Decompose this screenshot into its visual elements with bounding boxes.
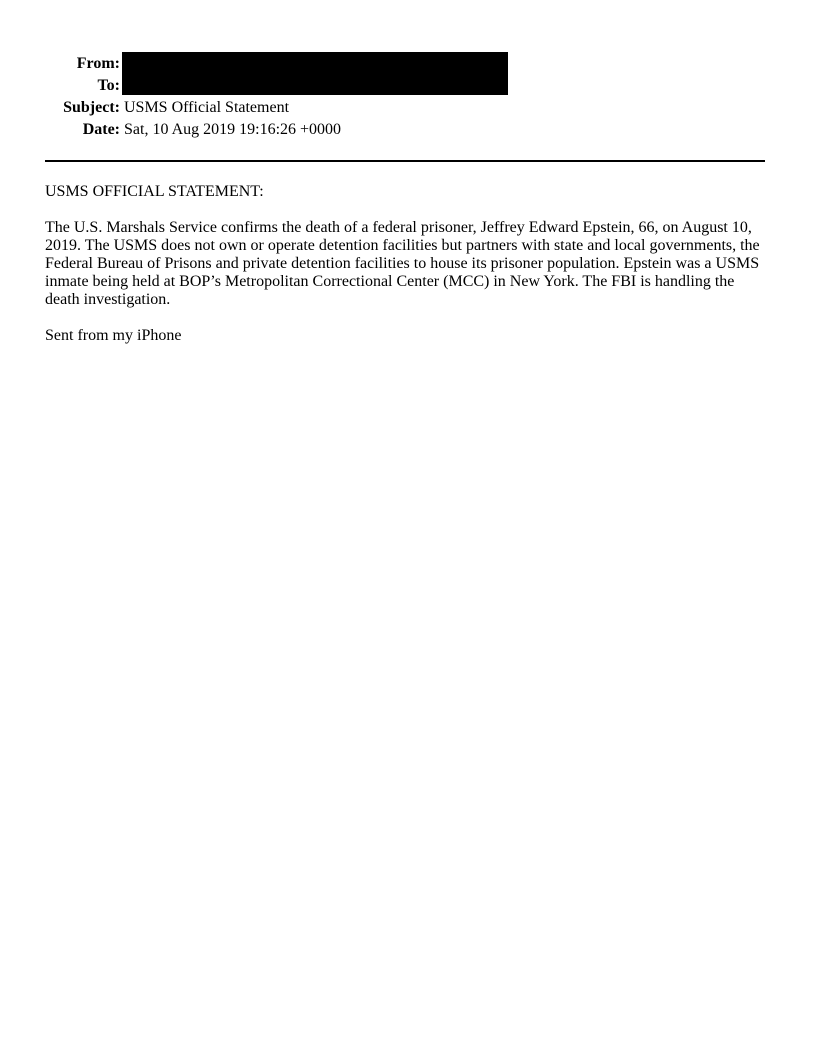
subject-label: Subject:	[63, 99, 120, 116]
date-row	[0, 119, 816, 141]
email-signature: Sent from my iPhone	[45, 327, 182, 344]
redaction-block	[122, 52, 508, 95]
date-value: Sat, 10 Aug 2019 19:16:26 +0000	[124, 121, 342, 138]
subject-row	[0, 97, 816, 119]
subject-value: USMS Official Statement	[124, 99, 290, 116]
to-label: To:	[97, 77, 120, 94]
header-divider	[45, 160, 765, 162]
date-label: Date:	[82, 121, 120, 138]
from-label: From:	[76, 55, 120, 72]
statement-paragraph: The U.S. Marshals Service confirms the death of a federal prisoner, Jeffrey Edward Epstein, 66, on August 10, 2019. The USMS does not own or operate detention facilities but partners with state and local governments, the Federal Bureau of Prisons and private detention facilities to house its prisoner population. Epstein was a USMS inmate being held at BOP’s Metropolitan Correctional Center (MCC) in New York. The FBI is handling the death investigation.	[45, 219, 760, 308]
statement-heading: USMS OFFICIAL STATEMENT:	[45, 183, 264, 200]
